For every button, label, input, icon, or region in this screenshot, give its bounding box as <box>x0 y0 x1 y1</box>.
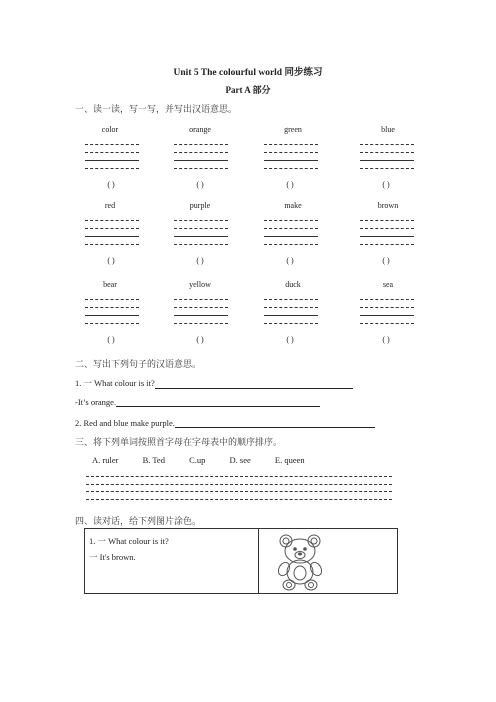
word-label: brown <box>377 201 399 210</box>
writing-lines[interactable] <box>360 220 414 252</box>
section-3-heading: 三、将下列单词按照首字母在字母表中的顺序排序。 <box>75 437 283 447</box>
writing-lines[interactable] <box>264 144 318 176</box>
writing-lines[interactable] <box>85 220 139 252</box>
meaning-blank[interactable]: ( ) <box>107 335 115 344</box>
writing-lines[interactable] <box>264 299 318 331</box>
option-b: B. Ted <box>142 455 165 465</box>
dialogue-line-2: 一 It's brown. <box>89 552 136 562</box>
writing-lines[interactable] <box>85 299 139 331</box>
sentence-1b <box>75 397 320 407</box>
meaning-blank[interactable]: ( ) <box>382 180 390 189</box>
sentence-2 <box>75 418 375 428</box>
meaning-blank[interactable]: ( ) <box>196 180 204 189</box>
ordering-answer-lines[interactable] <box>86 476 392 506</box>
writing-lines[interactable] <box>360 144 414 176</box>
sentence-1b-text: -It’s orange. <box>75 397 117 407</box>
writing-lines[interactable] <box>85 144 139 176</box>
answer-line-2[interactable] <box>175 418 375 428</box>
sentence-1-text: 1. 一 What colour is it? <box>75 378 155 388</box>
option-c: C.up <box>189 455 206 465</box>
writing-lines[interactable] <box>174 220 228 252</box>
writing-lines[interactable] <box>174 144 228 176</box>
sentence-1 <box>75 377 353 389</box>
word-label: yellow <box>189 280 211 289</box>
meaning-blank[interactable]: ( ) <box>107 180 115 189</box>
picture-cell[interactable] <box>259 529 398 594</box>
section-1-heading: 一、读一读，写一写，并写出汉语意思。 <box>75 104 238 114</box>
word-label: bear <box>103 280 117 289</box>
word-label: color <box>101 125 119 134</box>
writing-lines[interactable] <box>174 299 228 331</box>
meaning-blank[interactable]: ( ) <box>107 256 115 265</box>
word-label: green <box>284 125 302 134</box>
option-a: A. ruler <box>92 455 119 465</box>
word-label: purple <box>189 201 211 210</box>
writing-lines[interactable] <box>360 299 414 331</box>
word-label: red <box>104 201 116 210</box>
meaning-blank[interactable]: ( ) <box>196 256 204 265</box>
word-label: make <box>284 201 302 210</box>
word-label: blue <box>381 125 395 134</box>
option-e: E. queen <box>274 455 305 465</box>
meaning-blank[interactable]: ( ) <box>382 335 390 344</box>
word-label: duck <box>285 280 301 289</box>
sentence-2-text: 2. Red and blue make purple. <box>75 418 175 428</box>
meaning-blank[interactable]: ( ) <box>196 335 204 344</box>
worksheet-title: Unit 5 The colourful world 同步练习 <box>173 68 323 78</box>
teddy-bear-icon[interactable] <box>272 532 332 592</box>
writing-lines[interactable] <box>264 220 318 252</box>
word-options <box>92 455 327 465</box>
dialogue-cell <box>85 529 259 594</box>
dialogue-table <box>84 528 398 594</box>
word-label: orange <box>189 125 211 134</box>
section-4-heading: 四、读对话，给下列图片涂色。 <box>75 516 202 526</box>
meaning-blank[interactable]: ( ) <box>286 335 294 344</box>
section-2-heading: 二、写出下列句子的汉语意思。 <box>75 359 202 369</box>
dialogue-line-1: 1. 一 What colour is it? <box>89 536 169 546</box>
word-label: sea <box>382 280 394 289</box>
answer-line-1b[interactable] <box>116 397 320 407</box>
option-d: D. see <box>229 455 251 465</box>
meaning-blank[interactable]: ( ) <box>286 256 294 265</box>
meaning-blank[interactable]: ( ) <box>382 256 390 265</box>
answer-line-1[interactable] <box>155 379 353 389</box>
part-label: Part A 部分 <box>225 85 271 95</box>
meaning-blank[interactable]: ( ) <box>286 180 294 189</box>
